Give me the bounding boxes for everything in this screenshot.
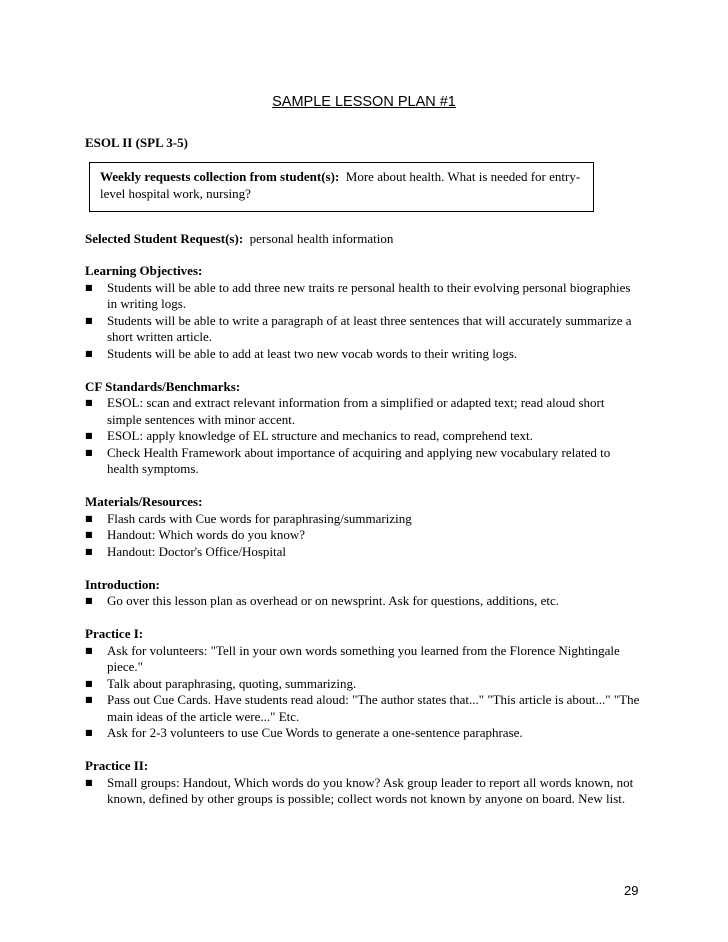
list-item xyxy=(85,395,640,428)
page-title: SAMPLE LESSON PLAN #1 xyxy=(272,94,456,110)
lesson-section xyxy=(85,758,640,808)
list-item-text: Ask for volunteers: "Tell in your own words something you learned from the Florence Nightingale piece." xyxy=(107,642,620,674)
list-item-text: Students will be able to add three new traits re personal health to their evolving personal biographies in writing logs. xyxy=(107,279,631,311)
section-heading: Introduction: xyxy=(85,576,160,592)
square-bullet-icon: ■ xyxy=(85,282,93,292)
list-item-text: Students will be able to add at least two new vocab words to their writing logs. xyxy=(107,345,518,361)
list-item xyxy=(85,280,640,313)
list-item xyxy=(85,775,640,808)
square-bullet-icon: ■ xyxy=(85,530,93,539)
page-number: 29 xyxy=(624,883,639,898)
list-item xyxy=(85,346,640,363)
weekly-requests-text: More about health. What is needed for entry-level hospital work, nursing? xyxy=(100,169,581,201)
lesson-section xyxy=(85,626,640,742)
square-bullet-icon: ■ xyxy=(85,513,93,523)
list-item-text: Ask for 2-3 volunteers to use Cue Words to generate a one-sentence paraphrase. xyxy=(107,725,523,740)
selected-request-label: Selected Student Request(s): xyxy=(85,231,244,246)
list-item-text: Flash cards with Cue words for paraphrasing/summarizing xyxy=(107,510,412,526)
bullet-list xyxy=(85,643,640,742)
bullet-list xyxy=(85,593,640,610)
square-bullet-icon: ■ xyxy=(85,678,93,688)
square-bullet-icon: ■ xyxy=(85,645,93,655)
list-item xyxy=(85,725,640,742)
section-heading: Practice I: xyxy=(85,626,144,641)
list-item xyxy=(85,676,640,693)
bullet-list xyxy=(85,511,640,561)
course-heading: ESOL II (SPL 3-5) xyxy=(85,135,188,150)
list-item-text: Handout: Which words do you know? xyxy=(107,527,305,542)
list-item-text: Talk about paraphrasing, quoting, summarizing. xyxy=(107,675,357,691)
list-item xyxy=(85,643,640,676)
list-item-text: Check Health Framework about importance of acquiring and applying new vocabulary related to health symptoms. xyxy=(107,444,611,476)
lesson-section xyxy=(85,494,640,560)
list-item xyxy=(85,428,640,445)
square-bullet-icon: ■ xyxy=(85,348,93,358)
list-item-text: ESOL: apply knowledge of EL structure and mechanics to read, comprehend text. xyxy=(107,428,533,443)
list-item-text: Students will be able to write a paragraph of at least three sentences that will accurately summarize a short written article. xyxy=(107,312,632,344)
weekly-requests-label: Weekly requests collection from student(s): xyxy=(100,169,340,184)
lesson-section xyxy=(85,263,640,362)
list-item-text: ESOL: scan and extract relevant information from a simplified or adapted text; read aloud short simple sentences with minor accent. xyxy=(107,395,605,427)
selected-request-text: personal health information xyxy=(249,231,394,246)
list-item xyxy=(85,544,640,561)
list-item xyxy=(85,313,640,346)
bullet-list xyxy=(85,775,640,808)
weekly-requests-box xyxy=(89,162,594,212)
square-bullet-icon: ■ xyxy=(85,431,93,440)
bullet-list xyxy=(85,280,640,363)
list-item xyxy=(85,593,640,610)
list-item-text: Go over this lesson plan as overhead or on newsprint. Ask for questions, additions, etc. xyxy=(107,593,560,608)
square-bullet-icon: ■ xyxy=(85,777,93,787)
list-item-text: Pass out Cue Cards. Have students read aloud: "The author states that..." "This article is about..." "The main ideas of the article were..." Etc. xyxy=(107,692,640,724)
lesson-section xyxy=(85,379,640,478)
square-bullet-icon: ■ xyxy=(85,596,93,605)
square-bullet-icon: ■ xyxy=(85,728,93,737)
lesson-content xyxy=(85,263,640,824)
list-item-text: Small groups: Handout, Which words do you know? Ask group leader to report all words known, not known, defined by other groups is possible; collect words not known by anyone on board. New list. xyxy=(107,774,634,806)
list-item xyxy=(85,445,640,478)
square-bullet-icon: ■ xyxy=(85,447,93,457)
square-bullet-icon: ■ xyxy=(85,398,93,407)
bullet-list xyxy=(85,395,640,478)
section-heading: Materials/Resources: xyxy=(85,494,203,509)
section-heading: Practice II: xyxy=(85,758,149,773)
selected-request xyxy=(85,231,393,248)
list-item xyxy=(85,527,640,544)
list-item xyxy=(85,511,640,528)
square-bullet-icon: ■ xyxy=(85,315,93,325)
square-bullet-icon: ■ xyxy=(85,695,93,704)
lesson-section xyxy=(85,577,640,610)
section-heading: CF Standards/Benchmarks: xyxy=(85,378,241,394)
section-heading: Learning Objectives: xyxy=(85,263,203,278)
list-item xyxy=(85,692,640,725)
square-bullet-icon: ■ xyxy=(85,546,93,556)
list-item-text: Handout: Doctor's Office/Hospital xyxy=(107,543,287,559)
